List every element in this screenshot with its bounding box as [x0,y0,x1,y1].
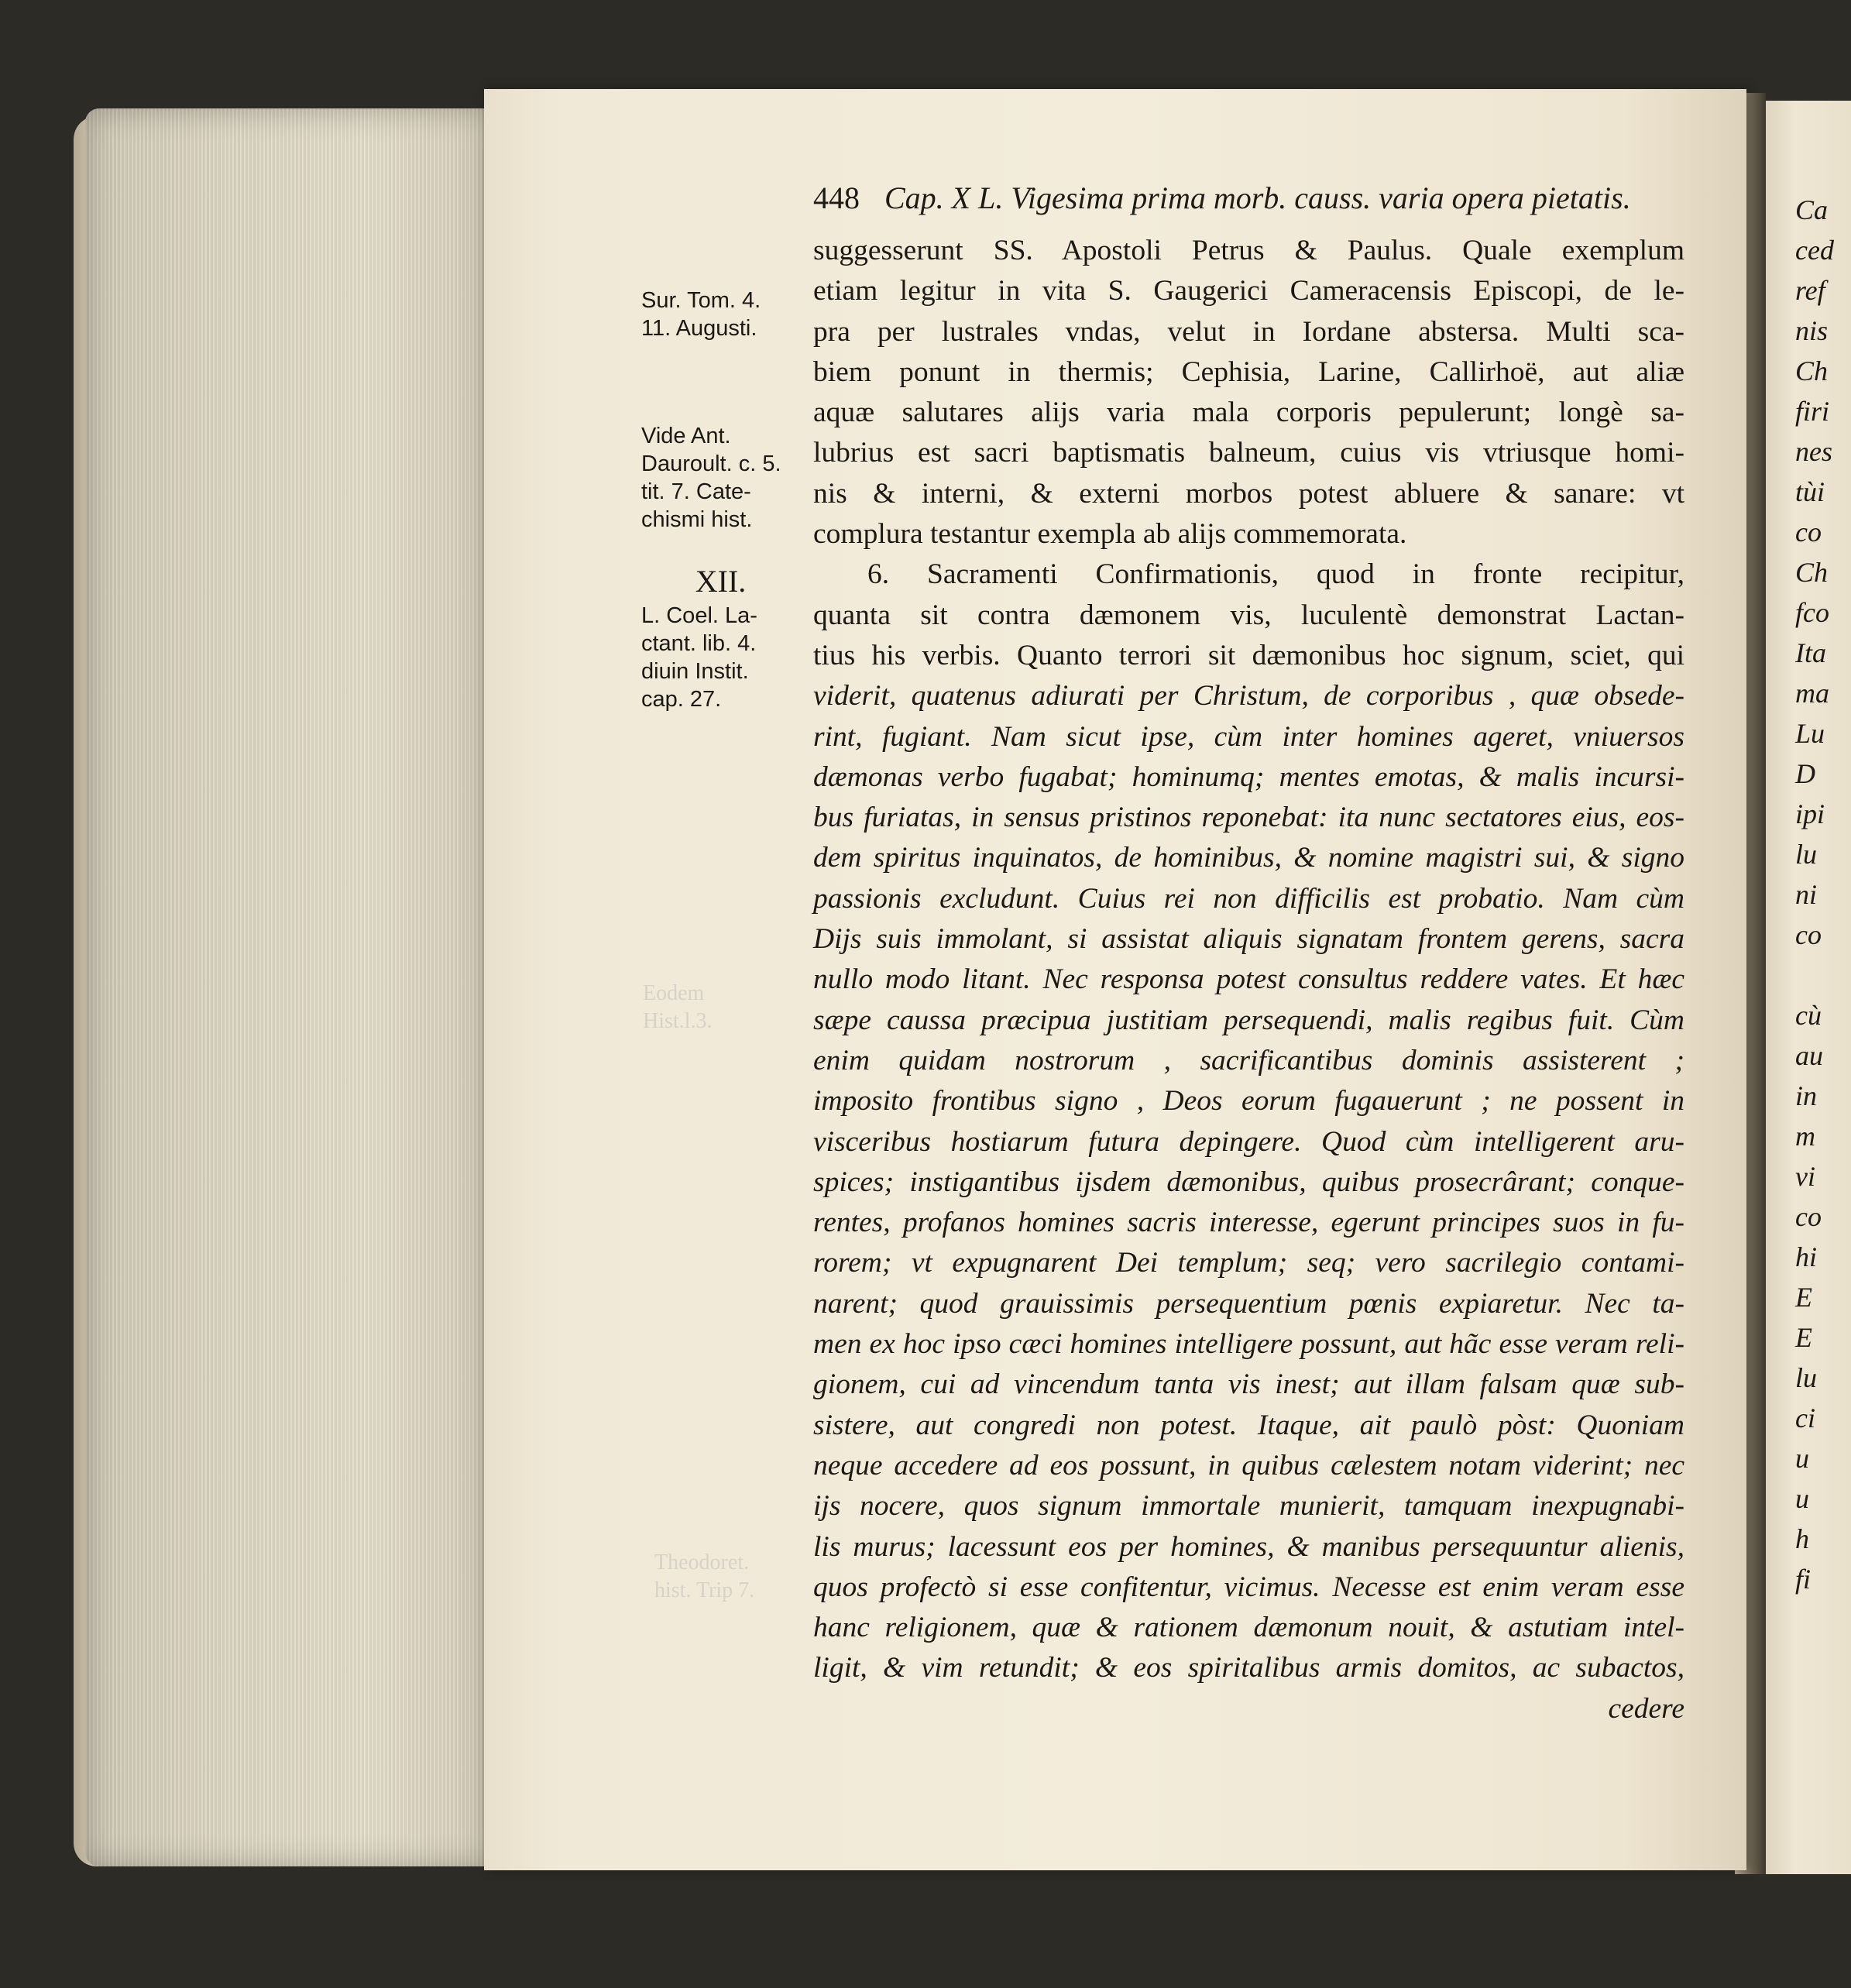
margin-note-line: chismi hist. [641,507,753,532]
text-line: lubrius est sacri baptismatis balneum, cuius vis vtriusque homi- [813,437,1684,469]
facing-page-fragment: au [1795,1040,1823,1071]
facing-page-fragment: cù [1795,1000,1822,1031]
text-line: sæpe caussa præcipua justitiam persequendi, malis regibus fuit. Cùm [813,1004,1684,1036]
running-title: Cap. X L. Vigesima prima morb. causs. varia opera pietatis. [884,180,1631,215]
facing-page-fragment [1795,955,1830,995]
bleed-through: Eodem Hist.l.3. [643,981,713,1033]
margin-note [641,561,800,713]
margin-note-line: ctant. lib. 4. [641,631,757,656]
text-line: aquæ salutares alijs varia mala corporis pepulerunt; longè sa- [813,397,1684,429]
facing-page-fragment: Ch [1795,355,1829,386]
text-line: visceribus hostiarum futura depingere. Quod cùm intelligerent aru- [813,1125,1684,1158]
facing-page-fragment: Ch [1795,557,1829,588]
facing-page-fragment: firi [1795,396,1830,427]
facing-page-fragment: co [1795,919,1822,950]
facing-page-fragment: fi [1795,1564,1812,1595]
text-line: nis & interni, & externi morbos potest abluere & sanare: vt [813,477,1684,510]
text-line: hanc religionem, quæ & rationem dæmonum nouit, & astutiam intel- [813,1612,1684,1644]
text-line: suggesserunt SS. Apostoli Petrus & Paulus. Quale exemplum [813,235,1684,266]
text-line: enim quidam nostrorum , sacrificantibus dominis assisterent ; [813,1044,1684,1076]
text-line: sistere, aut congredi non potest. Itaque, ait paulò pòst: Quoniam [813,1409,1684,1441]
facing-page-fragment: vi [1795,1161,1815,1192]
running-header [813,180,1631,216]
facing-page-fragment: Ita [1795,637,1826,668]
facing-page-fragment: Ca [1795,194,1829,225]
text-line: men ex hoc ipso cæci homines intelligere possunt, aut hãc esse veram reli- [813,1328,1684,1361]
facing-page-fragment: E [1795,1282,1812,1313]
facing-page-fragment: ci [1795,1403,1815,1433]
facing-page-fragment: co [1795,517,1822,548]
margin-note [641,422,800,534]
margin-note-line: L. Coel. La- [641,603,757,628]
facing-page-fragment: ipi [1795,798,1825,829]
text-line: rentes, profanos homines sacris interesse, egerunt principes suos in fu- [813,1207,1684,1239]
margin-note-line: diuin Instit. [641,659,749,684]
margin-note [641,287,800,342]
main-text-block [813,231,1684,1729]
margin-section-number: XII. [695,564,747,599]
text-line: Dijs suis immolant, si assistat aliquis signatam frontem gerens, sacra [813,923,1684,956]
margin-note-line: Dauroult. c. 5. [641,452,781,476]
facing-page-fragment: lu [1795,1362,1818,1393]
text-line: etiam legitur in vita S. Gaugerici Cameracensis Episcopi, de le- [813,275,1684,307]
text-line: lis murus; lacessunt eos per homines, & manibus persequuntur alienis, [813,1530,1684,1563]
text-line: viderit, quatenus adiurati per Christum, de corporibus , quæ obsede- [813,680,1684,712]
facing-page-fragment: Lu [1795,718,1825,749]
facing-page-fragment: co [1795,1201,1822,1232]
facing-page-fragment: nis [1795,315,1829,346]
text-line: gionem, cui ad vincendum tanta vis inest; aut illam falsam quæ sub- [813,1368,1684,1401]
text-line: ijs nocere, quos signum immortale munierit, tamquam inexpugnabi- [813,1490,1684,1523]
facing-page-fragment: lu [1795,839,1818,870]
text-line: pra per lustrales vndas, velut in Iordane abstersa. Multi sca- [813,315,1684,348]
facing-page-fragment: in [1795,1080,1818,1111]
text-line: passionis excludunt. Cuius rei non difficilis est probatio. Nam cùm [813,882,1684,915]
bleed-through-2: Theodoret. hist. Trip 7. [654,1550,755,1602]
facing-page-fragment: E [1795,1322,1812,1353]
text-line: spices; instigantibus ijsdem dæmonibus, quibus prosecrârant; conque- [813,1166,1684,1198]
text-line: narent; quod grauissimis persequentium pœnis expiaretur. Nec ta- [813,1287,1684,1320]
facing-page-fragment: hi [1795,1241,1818,1272]
text-line: imposito frontibus signo , Deos eorum fugauerunt ; ne possent in [813,1085,1684,1118]
facing-page-fragment: ced [1795,235,1834,266]
text-line: cedere [1608,1692,1684,1725]
facing-page-fragment: ni [1795,879,1818,910]
text-line: rorem; vt expugnarent Dei templum; seq; vero sacrilegio contami- [813,1247,1684,1279]
facing-page-fragment: h [1795,1523,1809,1554]
page-number: 448 [813,180,860,215]
text-line: quos profectò si esse confitentur, vicimus. Necesse est enim veram esse [813,1571,1684,1603]
facing-page-text-fragments [1795,190,1834,1599]
page-block-edges [85,108,488,1866]
text-line: tius his verbis. Quanto terrori sit dæmonibus hoc signum, sciet, qui [813,639,1684,671]
facing-page-fragment: u [1795,1443,1809,1474]
facing-page-fragment: ref [1795,275,1825,306]
text-line: bus furiatas, in sensus pristinos reponebat: ita nunc sectatores eius, eos- [813,802,1684,834]
text-line: rint, fugiant. Nam sicut ipse, cùm inter homines ageret, vniuersos [813,720,1684,753]
margin-note-line: cap. 27. [641,687,722,712]
margin-note-line: tit. 7. Cate- [641,479,751,504]
text-line: dem spiritus inquinatos, de hominibus, & nomine magistri sui, & signo [813,842,1684,874]
facing-page-fragment: u [1795,1483,1809,1514]
facing-page-fragment: nes [1795,436,1832,467]
text-line: 6. Sacramenti Confirmationis, quod in fronte recipitur, [867,558,1684,591]
facing-page-fragment: m [1795,1121,1815,1152]
text-line: dæmonas verbo fugabat; hominumq; mentes emotas, & malis incursi- [813,761,1684,793]
text-line: nullo modo litant. Nec responsa potest consultus reddere vates. Et hæc [813,963,1684,996]
text-line: ligit, & vim retundit; & eos spiritalibus armis domitos, ac subactos, [813,1652,1684,1684]
text-line: quanta sit contra dæmonem vis, luculentè demonstrat Lactan- [813,599,1684,631]
text-line: complura testantur exempla ab alijs commemorata. [813,518,1407,551]
text-line: biem ponunt in thermis; Cephisia, Larine, Callirhoë, aut aliæ [813,355,1684,388]
text-line: neque accedere ad eos possunt, in quibus cælestem notam viderint; nec [813,1449,1684,1482]
facing-page-fragment: tùi [1795,476,1825,507]
facing-page-fragment: fco [1795,597,1829,628]
margin-note-line: Vide Ant. [641,424,731,448]
facing-page-fragment: D [1795,758,1815,789]
margin-note-line: 11. Augusti. [641,316,757,341]
facing-page-fragment: ma [1795,678,1829,709]
margin-note-line: Sur. Tom. 4. [641,288,761,313]
